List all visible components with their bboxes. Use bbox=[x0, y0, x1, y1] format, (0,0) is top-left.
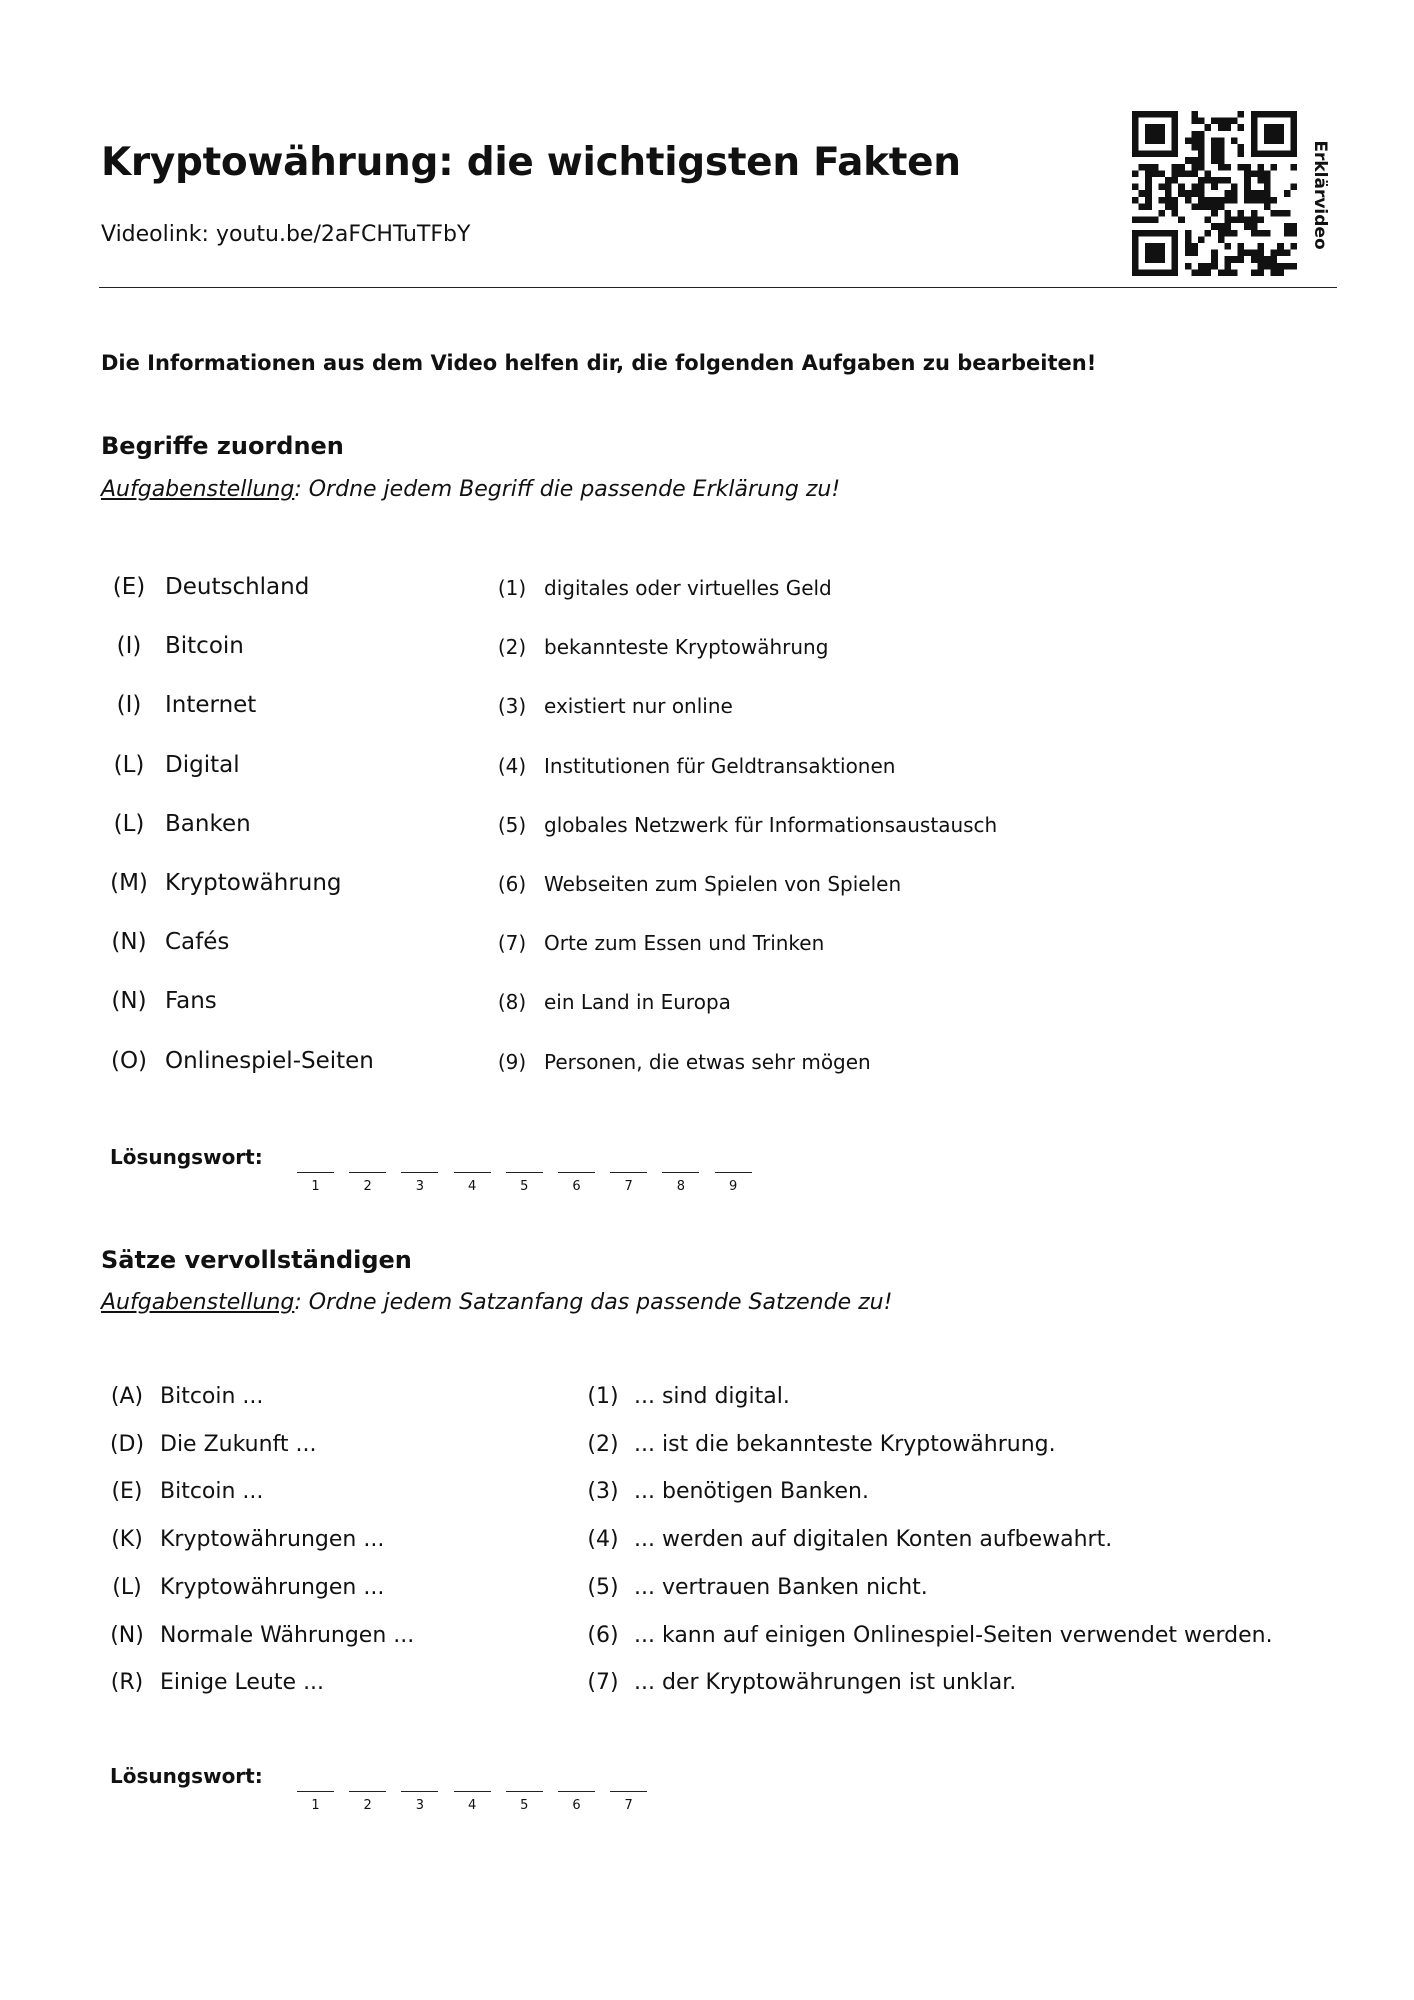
sentence-end-number: (3) bbox=[587, 1479, 619, 1505]
sentence-start-letter: (K) bbox=[111, 1527, 143, 1553]
term-text: Fans bbox=[165, 988, 217, 1015]
sentence-end-text: ... werden auf digitalen Konten aufbewahrt. bbox=[634, 1527, 1113, 1553]
solution-blank-number: 6 bbox=[572, 1798, 581, 1813]
task-instruction-2: Aufgabenstellung: Ordne jedem Satzanfang das passende Satzende zu! bbox=[101, 1290, 893, 1315]
definition-number: (1) bbox=[497, 576, 527, 600]
sentence-end-number: (5) bbox=[587, 1574, 619, 1600]
solution-blank[interactable] bbox=[662, 1172, 699, 1173]
sentence-start-letter: (L) bbox=[112, 1574, 142, 1600]
term-letter: (L) bbox=[113, 751, 145, 778]
solution-blank[interactable] bbox=[454, 1791, 491, 1792]
header-divider bbox=[99, 287, 1337, 288]
sentence-start-letter: (N) bbox=[110, 1622, 144, 1648]
definition-number: (8) bbox=[497, 990, 527, 1015]
solution-blank-number: 4 bbox=[467, 1179, 477, 1194]
sentence-end-number: (2) bbox=[587, 1431, 619, 1457]
solution-blank[interactable] bbox=[558, 1172, 595, 1173]
definition-text: bekannteste Kryptowährung bbox=[544, 635, 829, 660]
video-link[interactable]: Videolink: youtu.be/2aFCHTuTFbY bbox=[101, 222, 471, 247]
term-text: Digital bbox=[165, 751, 240, 778]
solution-blank-number: 9 bbox=[728, 1179, 738, 1194]
definition-text: Personen, die etwas sehr mögen bbox=[544, 1049, 871, 1074]
sentence-start-letter: (E) bbox=[111, 1479, 143, 1505]
sentence-start-letter: (D) bbox=[109, 1431, 145, 1457]
solution-blank[interactable] bbox=[401, 1791, 438, 1792]
term-letter: (N) bbox=[111, 988, 147, 1015]
definition-number: (4) bbox=[497, 753, 527, 778]
term-text: Bitcoin bbox=[165, 633, 244, 660]
sentence-start-text: Normale Währungen ... bbox=[160, 1622, 415, 1648]
term-letter: (I) bbox=[116, 633, 142, 660]
sentence-end-number: (1) bbox=[587, 1384, 619, 1409]
solution-blank[interactable] bbox=[558, 1791, 595, 1792]
term-letter: (E) bbox=[112, 574, 146, 600]
solution-blank[interactable] bbox=[349, 1791, 386, 1792]
sentence-start-text: Bitcoin ... bbox=[160, 1384, 264, 1409]
page-title: Kryptowährung: die wichtigsten Fakten bbox=[101, 140, 961, 185]
task-instruction-1: Aufgabenstellung: Ordne jedem Begriff die passende Erklärung zu! bbox=[101, 477, 841, 502]
solution-blank-number: 7 bbox=[624, 1179, 633, 1194]
sentence-end-text: ... vertrauen Banken nicht. bbox=[634, 1574, 928, 1600]
sentence-end-text: ... der Kryptowährungen ist unklar. bbox=[634, 1670, 1017, 1696]
definition-number: (2) bbox=[497, 635, 527, 660]
definition-number: (7) bbox=[497, 931, 527, 956]
term-letter: (M) bbox=[110, 870, 148, 896]
term-text: Onlinespiel-Seiten bbox=[165, 1047, 374, 1074]
solution-blank-number: 1 bbox=[311, 1798, 320, 1813]
definition-text: Webseiten zum Spielen von Spielen bbox=[544, 872, 902, 896]
solution-blank-number: 5 bbox=[520, 1798, 529, 1813]
sentence-end-number: (6) bbox=[587, 1622, 619, 1648]
sentence-start-text: Kryptowährungen ... bbox=[160, 1574, 385, 1600]
sentence-end-text: ... sind digital. bbox=[634, 1384, 790, 1409]
sentence-start-text: Die Zukunft ... bbox=[160, 1431, 317, 1457]
qr-caption: Erklärvideo bbox=[1310, 139, 1330, 250]
solution-blank[interactable] bbox=[349, 1172, 386, 1173]
solution-blank-number: 3 bbox=[415, 1179, 425, 1194]
term-letter: (N) bbox=[111, 929, 147, 956]
term-text: Banken bbox=[165, 810, 251, 837]
term-letter: (O) bbox=[110, 1047, 148, 1074]
solution-blank[interactable] bbox=[610, 1172, 647, 1173]
section-heading-begriffe: Begriffe zuordnen bbox=[101, 432, 344, 460]
sentence-start-text: Bitcoin ... bbox=[160, 1479, 264, 1505]
term-text: Cafés bbox=[165, 929, 230, 956]
sentence-end-text: ... ist die bekannteste Kryptowährung. bbox=[634, 1431, 1056, 1457]
intro-text: Die Informationen aus dem Video helfen dir, die folgenden Aufgaben zu bearbeiten! bbox=[101, 351, 1097, 375]
term-letter: (L) bbox=[113, 810, 145, 837]
sentence-end-number: (4) bbox=[587, 1527, 619, 1553]
definition-text: existiert nur online bbox=[544, 694, 733, 719]
solution-blank[interactable] bbox=[715, 1172, 752, 1173]
solution-blank-number: 2 bbox=[363, 1179, 372, 1194]
solution-blank[interactable] bbox=[610, 1791, 647, 1792]
sentence-start-text: Kryptowährungen ... bbox=[160, 1527, 385, 1553]
solution-label-1: Lösungswort: bbox=[110, 1145, 263, 1169]
sentence-end-number: (7) bbox=[587, 1670, 619, 1696]
solution-blank-number: 5 bbox=[520, 1179, 529, 1194]
definition-text: digitales oder virtuelles Geld bbox=[544, 576, 832, 600]
definition-text: globales Netzwerk für Informationsaustausch bbox=[544, 812, 998, 837]
definition-text: Orte zum Essen und Trinken bbox=[544, 931, 825, 956]
solution-blank[interactable] bbox=[297, 1172, 334, 1173]
solution-blank-number: 7 bbox=[624, 1798, 633, 1813]
solution-blank-number: 8 bbox=[676, 1179, 686, 1194]
definition-number: (5) bbox=[497, 812, 527, 837]
task-label: Aufgabenstellung bbox=[101, 477, 295, 502]
sentence-start-text: Einige Leute ... bbox=[160, 1670, 325, 1696]
definition-number: (9) bbox=[497, 1049, 527, 1074]
task-label: Aufgabenstellung bbox=[101, 1290, 295, 1315]
definition-text: Institutionen für Geldtransaktionen bbox=[544, 753, 896, 778]
solution-blank-number: 2 bbox=[363, 1798, 372, 1813]
solution-blank[interactable] bbox=[506, 1172, 543, 1173]
term-text: Kryptowährung bbox=[165, 870, 342, 896]
definition-number: (3) bbox=[497, 694, 527, 719]
sentence-end-text: ... benötigen Banken. bbox=[634, 1479, 869, 1505]
qr-code-icon bbox=[1132, 111, 1297, 276]
term-text: Deutschland bbox=[165, 574, 310, 600]
sentence-start-letter: (R) bbox=[110, 1670, 144, 1696]
definition-number: (6) bbox=[497, 872, 527, 896]
solution-blank[interactable] bbox=[401, 1172, 438, 1173]
solution-blank[interactable] bbox=[506, 1791, 543, 1792]
term-letter: (I) bbox=[116, 692, 142, 719]
solution-blank[interactable] bbox=[297, 1791, 334, 1792]
sentence-end-text: ... kann auf einigen Onlinespiel-Seiten verwendet werden. bbox=[634, 1622, 1273, 1648]
solution-label-2: Lösungswort: bbox=[110, 1764, 263, 1788]
solution-blank-number: 4 bbox=[467, 1798, 477, 1813]
solution-blank-number: 6 bbox=[572, 1179, 581, 1194]
definition-text: ein Land in Europa bbox=[544, 990, 731, 1015]
solution-blank[interactable] bbox=[454, 1172, 491, 1173]
section-heading-saetze: Sätze vervollständigen bbox=[101, 1246, 412, 1274]
term-text: Internet bbox=[165, 692, 257, 719]
solution-blank-number: 1 bbox=[311, 1179, 320, 1194]
sentence-start-letter: (A) bbox=[110, 1384, 144, 1409]
solution-blank-number: 3 bbox=[415, 1798, 425, 1813]
